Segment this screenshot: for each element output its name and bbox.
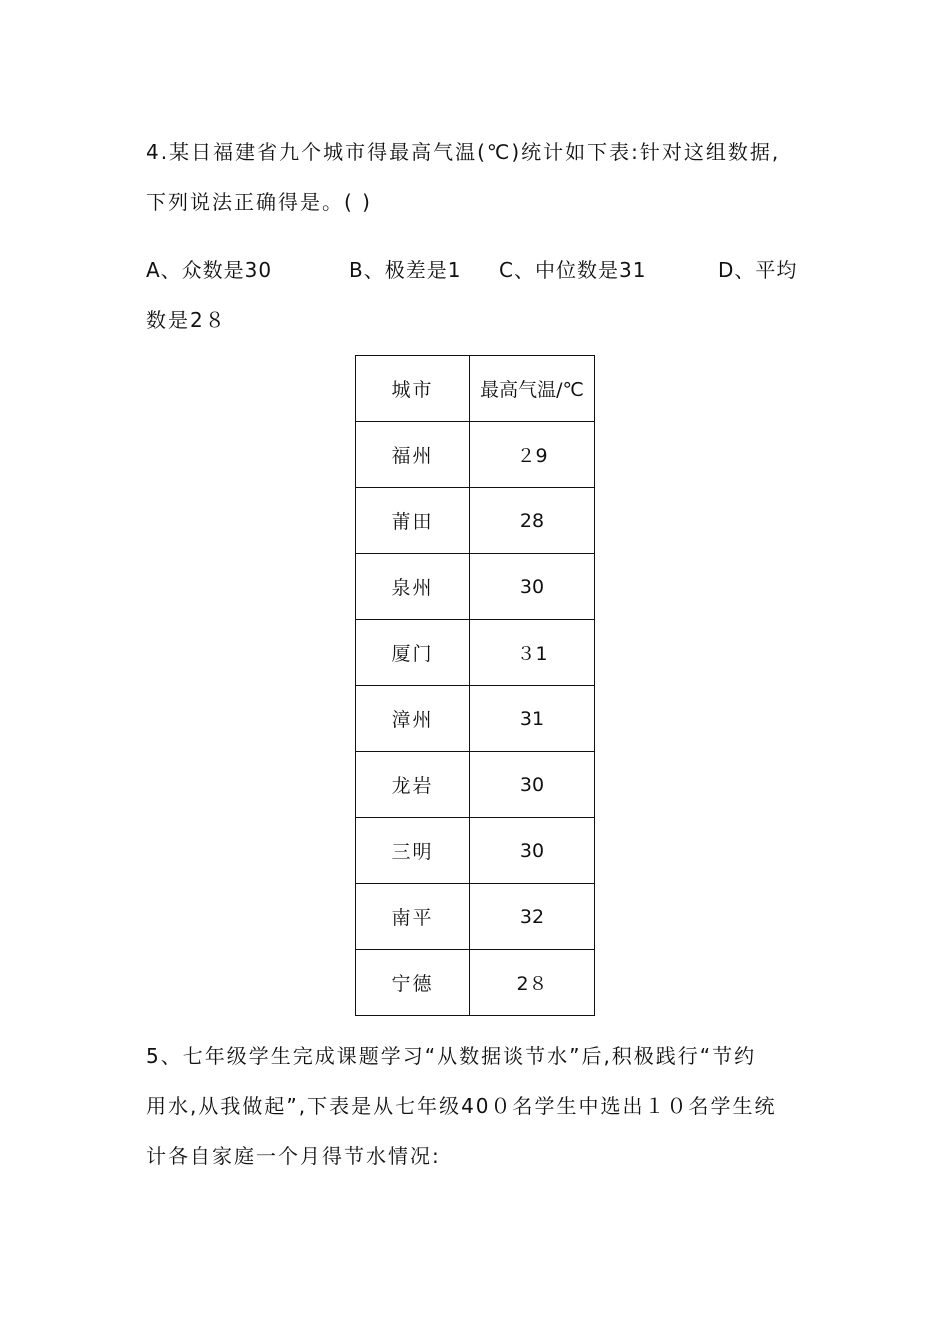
table-row xyxy=(356,554,595,620)
city-cell: 三明 xyxy=(356,818,470,884)
city-cell: 漳州 xyxy=(356,686,470,752)
option-c: C、中位数是31 xyxy=(499,258,647,282)
table-header-row xyxy=(356,356,595,422)
question-5-stem-line3: 计各自家庭一个月得节水情况: xyxy=(146,1144,441,1168)
table-row xyxy=(356,686,595,752)
question-4-stem-line2: 下列说法正确得是。( ) xyxy=(146,190,372,214)
city-cell: 宁德 xyxy=(356,950,470,1016)
temp-cell: 32 xyxy=(470,884,595,950)
city-cell: 龙岩 xyxy=(356,752,470,818)
question-4-options xyxy=(146,254,826,284)
option-b: B、极差是1 xyxy=(349,258,462,282)
table-row xyxy=(356,950,595,1016)
table-row xyxy=(356,884,595,950)
table-row xyxy=(356,422,595,488)
table-row xyxy=(356,488,595,554)
temp-cell: 2８ xyxy=(470,950,595,1016)
temp-cell: 28 xyxy=(470,488,595,554)
header-city: 城市 xyxy=(356,356,470,422)
temp-cell: ２9 xyxy=(470,422,595,488)
temp-cell: ３1 xyxy=(470,620,595,686)
option-a: A、众数是30 xyxy=(146,258,273,282)
table-row xyxy=(356,620,595,686)
temp-cell: 30 xyxy=(470,554,595,620)
option-d-continuation: 数是2８ xyxy=(146,308,227,332)
temp-cell: 30 xyxy=(470,818,595,884)
city-cell: 福州 xyxy=(356,422,470,488)
table-row xyxy=(356,752,595,818)
option-d: D、平均 xyxy=(718,258,798,282)
header-temp: 最高气温/℃ xyxy=(470,356,595,422)
question-5-stem-line1: 5、七年级学生完成课题学习“从数据谈节水”后,积极践行“节约 xyxy=(146,1044,757,1068)
city-cell: 泉州 xyxy=(356,554,470,620)
question-5-stem-line2: 用水,从我做起”,下表是从七年级40０名学生中选出１０名学生统 xyxy=(146,1094,777,1118)
temp-cell: 30 xyxy=(470,752,595,818)
question-4-stem-line1: 4.某日福建省九个城市得最高气温(℃)统计如下表:针对这组数据, xyxy=(146,140,781,164)
temperature-table xyxy=(355,355,595,1016)
table-row xyxy=(356,818,595,884)
city-cell: 莆田 xyxy=(356,488,470,554)
temp-cell: 31 xyxy=(470,686,595,752)
city-cell: 南平 xyxy=(356,884,470,950)
city-cell: 厦门 xyxy=(356,620,470,686)
